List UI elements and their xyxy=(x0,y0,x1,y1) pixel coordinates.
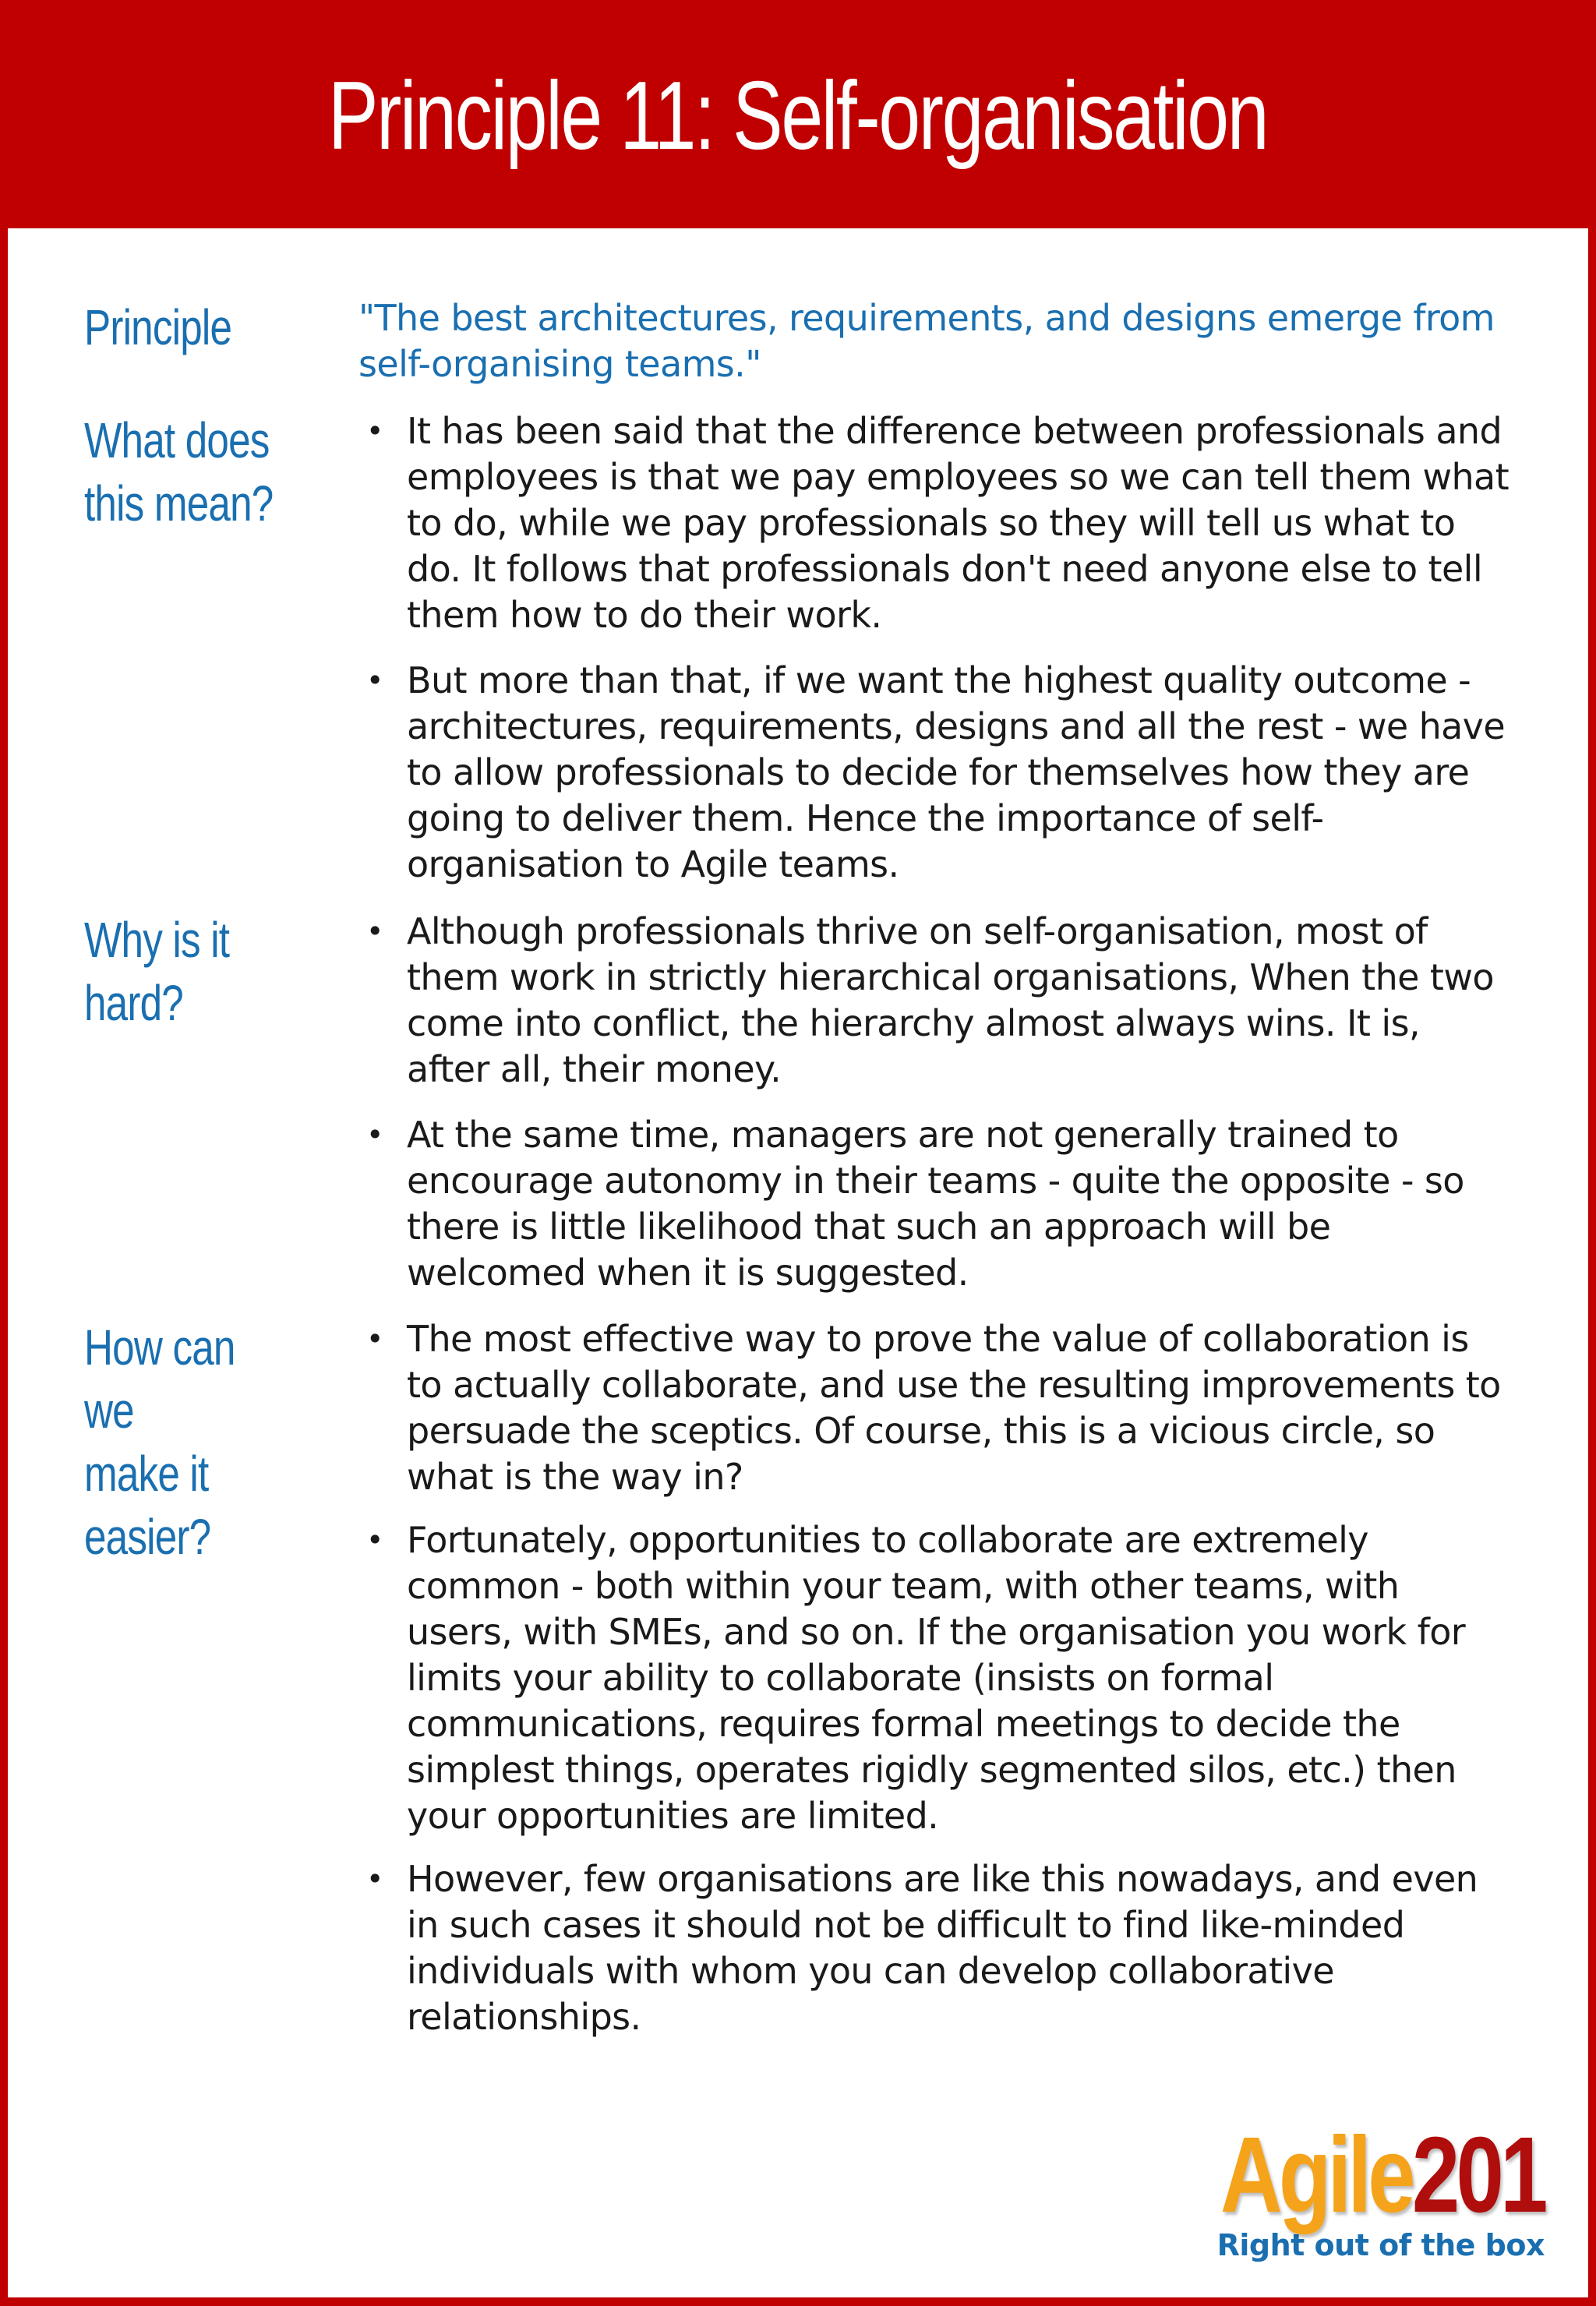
how-easier-bullets xyxy=(358,1316,1512,2040)
page-title: Principle 11: Self-organisation xyxy=(328,62,1268,170)
bullet-text: At the same time, managers are not generally trained to encourage autonomy in their teams - quite the opposite - so there is little likelihood that such an approach will be welcomed when it is suggested. xyxy=(407,1114,1464,1294)
bullet-icon: • xyxy=(366,1322,383,1356)
bullet-text: However, few organisations are like this nowadays, and even in such cases it should not be difficult to find like-minded individuals with whom you can develop collaborative relationships. xyxy=(407,1858,1478,2038)
list-item xyxy=(358,1316,1512,1500)
logo-agile-text: Agile xyxy=(1220,2115,1413,2235)
list-item xyxy=(358,1112,1512,1296)
logo-number-text: 201 xyxy=(1412,2115,1545,2235)
section-label-why-hard: Why is it hard? xyxy=(84,912,230,1031)
bullet-icon: • xyxy=(366,1118,383,1152)
bullet-text: Fortunately, opportunities to collaborate are extremely common - both within your team, with other teams, with users, with SMEs, and so on. If the organisation you work for limits your ability to collaborate (insists on formal communications, requires formal meetings to decide the simplest things, operates rigidly segmented silos, etc.) then your opportunities are limited. xyxy=(407,1519,1466,1837)
logo-tagline: Right out of the box xyxy=(1216,2228,1545,2262)
bullet-icon: • xyxy=(366,414,383,448)
header-banner xyxy=(0,0,1596,226)
list-item xyxy=(358,1856,1512,2040)
section-label-principle: Principle xyxy=(84,299,232,355)
list-item xyxy=(358,909,1512,1093)
list-item xyxy=(358,658,1512,888)
bullet-icon: • xyxy=(366,914,383,948)
principle-quote-block xyxy=(358,295,1512,387)
content-panel xyxy=(8,228,1588,2297)
principle-quote: "The best architectures, requirements, and designs emerge from self-organising teams." xyxy=(358,297,1495,385)
bullet-text: Although professionals thrive on self-organisation, most of them work in strictly hierarchical organisations, When the two come into conflict, the hierarchy almost always wins. It is, after all, their money. xyxy=(407,910,1494,1090)
agile201-logo xyxy=(1139,2115,1545,2265)
list-item xyxy=(358,1517,1512,1839)
why-hard-bullets xyxy=(358,909,1512,1296)
bullet-text: It has been said that the difference between professionals and employees is that we pay employees so we can tell them what to do, while we pay professionals so they will tell us what to do. It follows that professionals don't need anyone else to tell them how to do their work. xyxy=(407,410,1509,636)
meaning-bullets xyxy=(358,408,1512,888)
bullet-icon: • xyxy=(366,1523,383,1557)
section-label-meaning: What does this mean? xyxy=(84,412,274,531)
bullet-icon: • xyxy=(366,663,383,697)
list-item xyxy=(358,408,1512,638)
section-label-how-easier: How can we make it easier? xyxy=(84,1319,235,1565)
bullet-text: The most effective way to prove the value of collaboration is to actually collaborate, and use the resulting improvements to persuade the sceptics. Of course, this is a vicious circle, so what is the way in? xyxy=(407,1318,1501,1498)
bullet-icon: • xyxy=(366,1862,383,1896)
logo-wordmark xyxy=(1220,2115,1545,2235)
bullet-text: But more than that, if we want the highest quality outcome - architectures, requirements, designs and all the rest - we have to allow professionals to decide for themselves how they are going to deliver them. Hence the importance of self-organisation to Agile teams. xyxy=(407,659,1506,885)
